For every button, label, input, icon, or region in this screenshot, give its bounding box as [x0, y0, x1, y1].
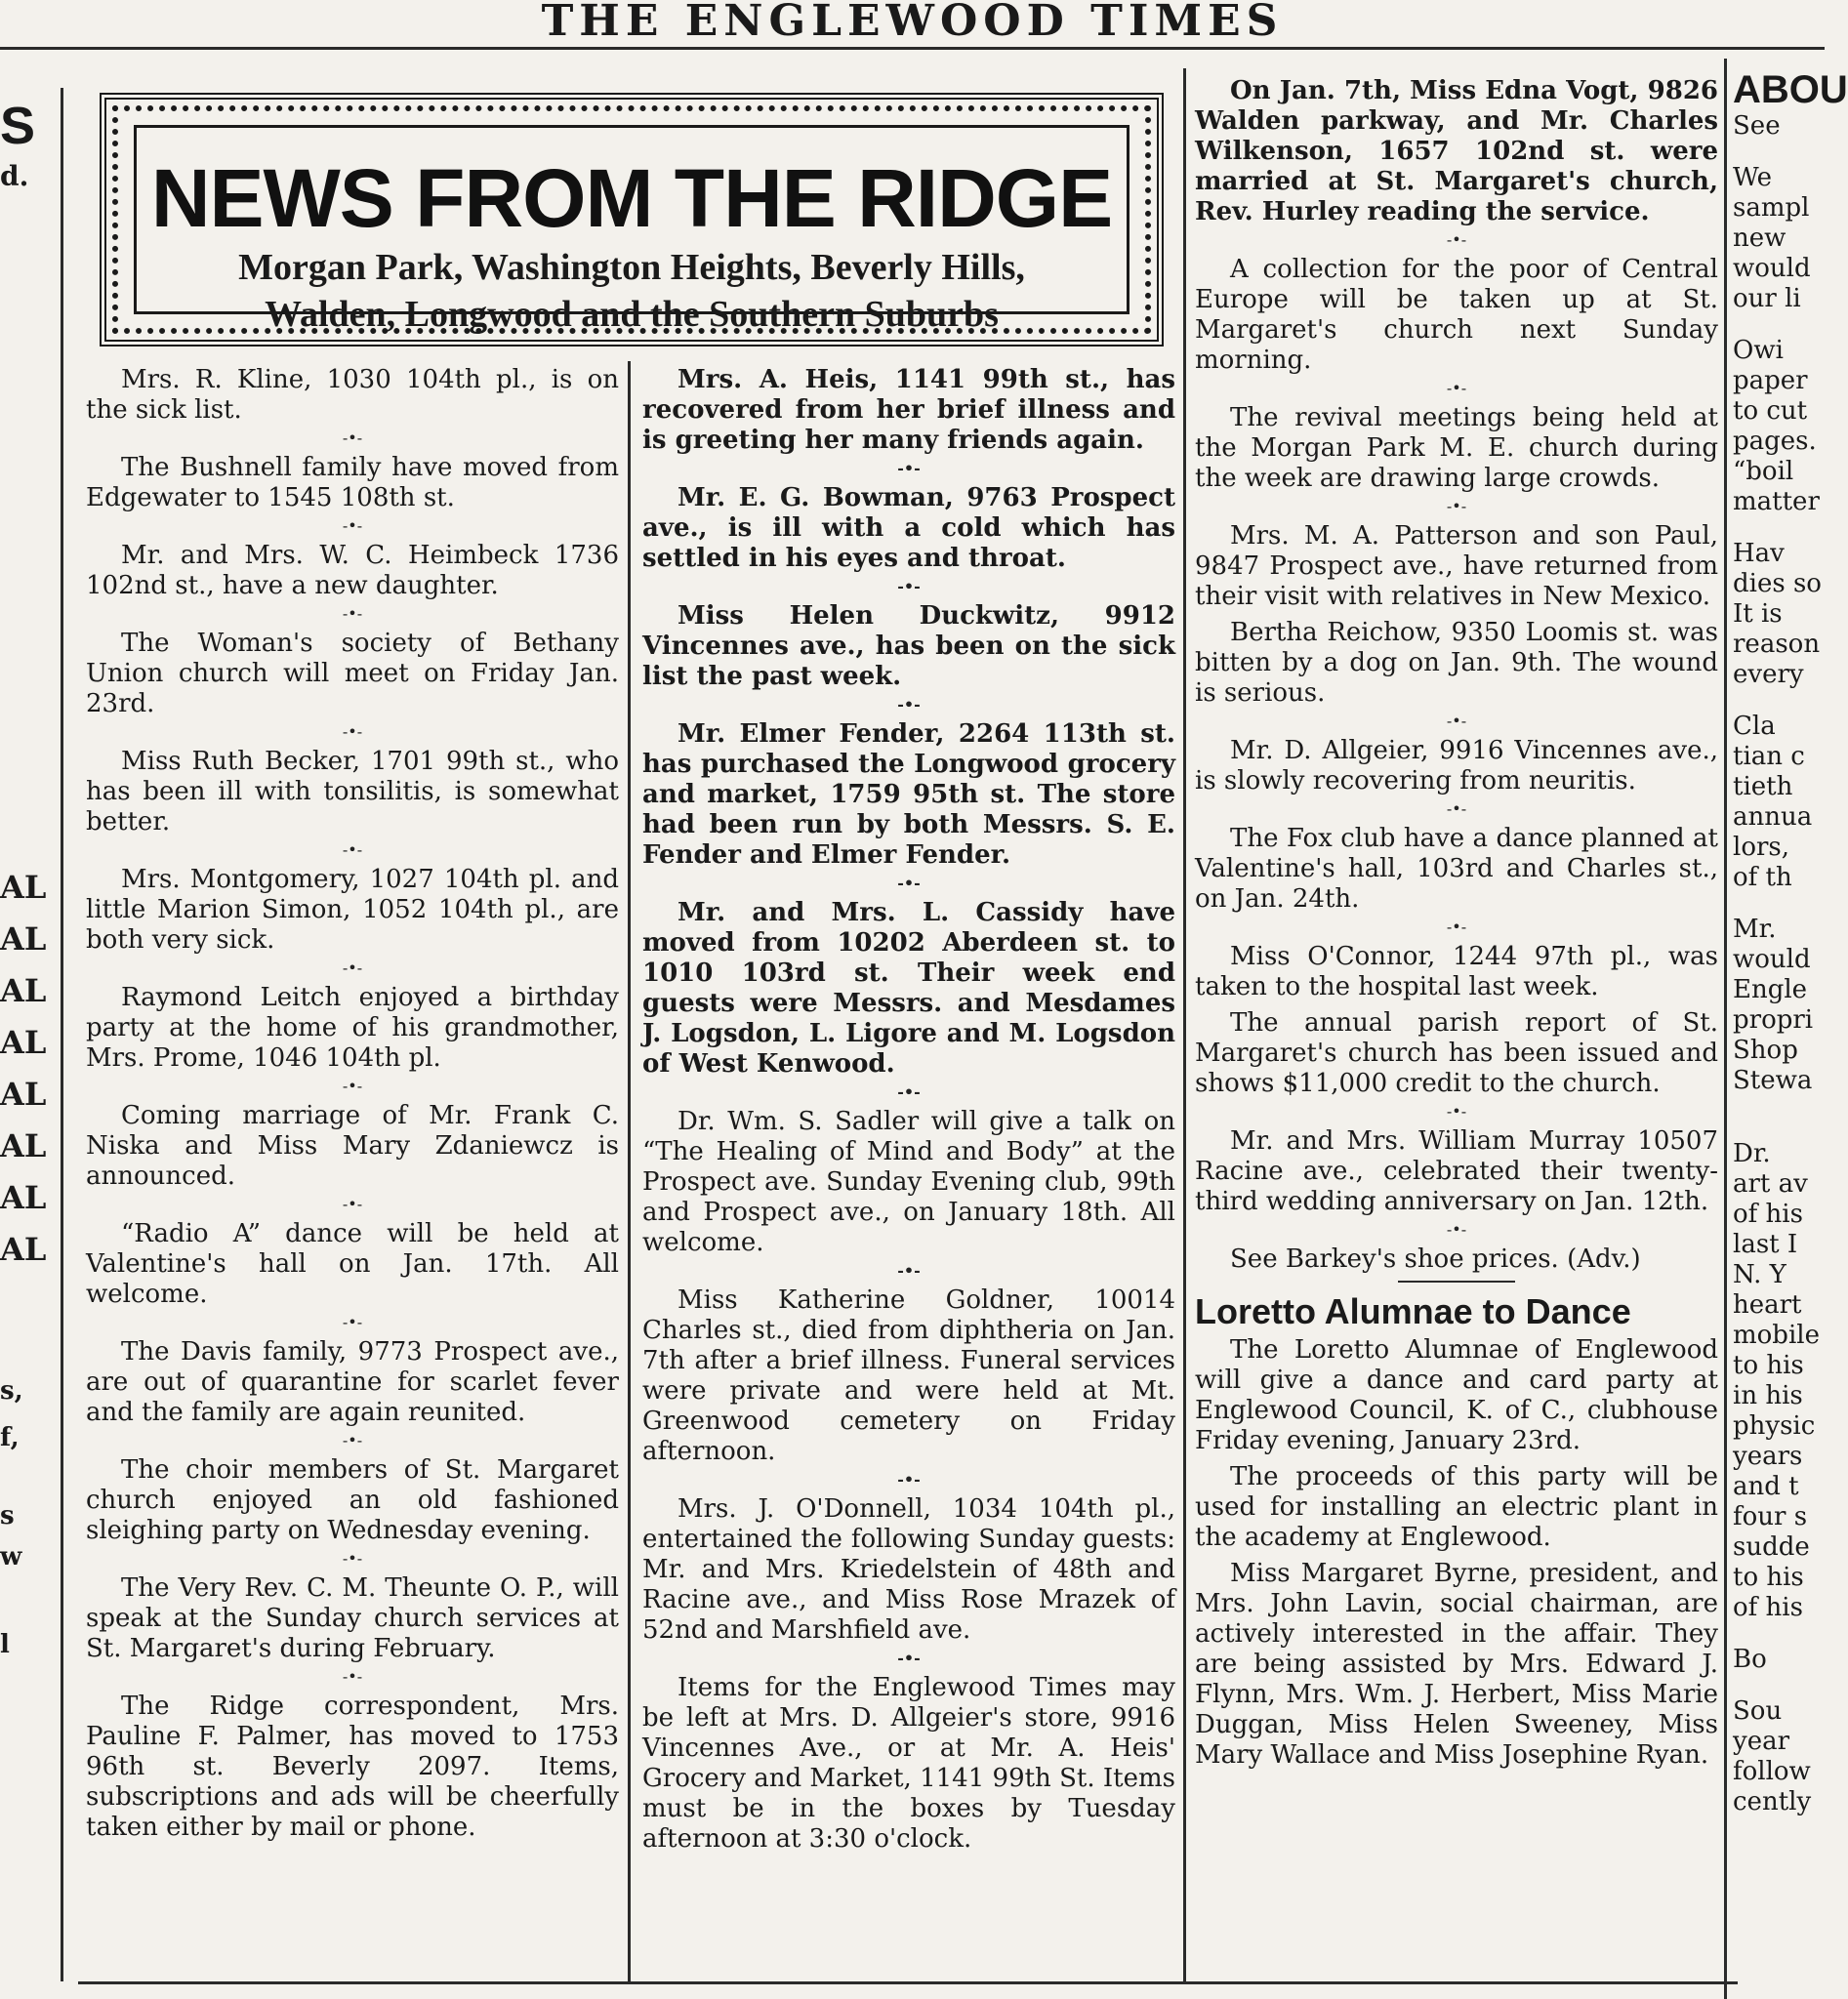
article-paragraph: Miss Margaret Byrne, president, and Mrs. John Lavin, social chairman, are actively interested in the affair. They are being assisted by Mrs. Edward J. Flynn, Mrs. Wm. J. Herbert, Miss Marie Duggan, Miss Helen Sweeney, Miss Mary Wallace and Miss Josephine Ryan. [1195, 1559, 1718, 1770]
item-separator: -•- [342, 1313, 363, 1331]
right-fragment-line: pages. [1733, 427, 1817, 456]
item-separator: -•- [342, 1195, 363, 1213]
right-fragment-line: Dr. [1733, 1139, 1771, 1168]
item-separator: -•- [342, 1431, 363, 1449]
news-item: Items for the Englewood Times may be left at Mrs. D. Allgeier's store, 9916 Vincennes Ave., or at Mr. A. Heis' Grocery and Market, 1141 99th St. Items must be in the boxes by Tuesday afternoon at 3:30 o'clock. [642, 1673, 1175, 1854]
right-fragment-line: of his [1733, 1200, 1803, 1229]
left-fragment: s, [0, 1376, 23, 1406]
right-fragment-line: N. Y [1733, 1260, 1786, 1289]
left-fragment: d. [0, 160, 29, 192]
right-fragment-line: Mr. [1733, 915, 1777, 944]
column-rule [61, 88, 63, 1981]
fragment-gap [1733, 517, 1825, 539]
banner-subtitle-line2: Walden, Longwood and the Southern Suburbs [265, 294, 999, 335]
right-fragment-line: our li [1733, 284, 1801, 313]
fragment-gap [1733, 893, 1825, 915]
fragment-gap [1733, 1623, 1825, 1645]
news-column-2 [642, 365, 1175, 1860]
right-column-heading: ABOU [1733, 68, 1848, 111]
right-fragment-line: of his [1733, 1593, 1803, 1622]
news-item: Mr. and Mrs. W. C. Heimbeck 1736 102nd st., have a new daughter. [86, 541, 619, 600]
news-item: Miss Helen Duckwitz, 9912 Vincennes ave., has been on the sick list the past week. [642, 601, 1175, 691]
left-fragment: l [0, 1630, 10, 1659]
fragment-gap [1733, 314, 1825, 336]
right-fragment-line: in his [1733, 1381, 1803, 1410]
right-fragment-line: of th [1733, 863, 1792, 892]
right-fragment-line: reason [1733, 630, 1821, 659]
news-item: On Jan. 7th, Miss Edna Vogt, 9826 Walden parkway, and Mr. Charles Wilkenson, 1657 102nd st. were married at St. Margaret's church, Rev. Hurley reading the service. [1195, 76, 1718, 226]
left-fragment: f, [0, 1423, 20, 1452]
column-rule [1724, 59, 1727, 1999]
news-item: Bertha Reichow, 9350 Loomis st. was bitten by a dog on Jan. 9th. The wound is serious. [1195, 618, 1718, 708]
right-fragment-line: physic [1733, 1411, 1816, 1441]
fragment-gap [1733, 1096, 1825, 1118]
item-separator: -•- [342, 516, 363, 535]
right-fragment-line: mobile [1733, 1321, 1820, 1350]
news-item: Raymond Leitch enjoyed a birthday party at the home of his grandmother, Mrs. Prome, 1046 104th pl. [86, 983, 619, 1073]
news-item: Mrs. R. Kline, 1030 104th pl., is on the sick list. [86, 365, 619, 425]
right-fragment-line: four s [1733, 1502, 1808, 1531]
item-separator: -•- [1446, 497, 1467, 515]
right-fragment-line: Sou [1733, 1696, 1783, 1726]
fragment-gap [1733, 1675, 1825, 1696]
item-separator: -•- [1446, 379, 1467, 397]
item-separator: -•- [897, 1082, 921, 1101]
right-fragment-line: It is [1733, 599, 1783, 629]
left-fragment: AL [0, 1179, 47, 1216]
item-separator: -•- [897, 1649, 921, 1667]
item-separator: -•- [1446, 918, 1467, 936]
left-fragment: AL [0, 1231, 47, 1268]
right-fragment-line: cently [1733, 1787, 1812, 1816]
right-fragment-line: last I [1733, 1230, 1798, 1259]
right-fragment-line: “boil [1733, 457, 1794, 486]
right-fragment-line: lors, [1733, 833, 1790, 862]
right-fragment-line: tian c [1733, 742, 1805, 771]
news-item: Miss Katherine Goldner, 10014 Charles st., died from diphtheria on Jan. 7th after a brief illness. Funeral services were private and were held at Mt. Greenwood cemetery on Friday afternoon. [642, 1285, 1175, 1466]
item-separator: -•- [897, 874, 921, 892]
news-item: Mr. D. Allgeier, 9916 Vincennes ave., is slowly recovering from neuritis. [1195, 736, 1718, 796]
news-item: Dr. Wm. S. Sadler will give a talk on “The Healing of Mind and Body” at the Prospect ave. Sunday Evening club, 99th and Prospect ave., on January 18th. All welcome. [642, 1107, 1175, 1257]
article-paragraph: The Loretto Alumnae of Englewood will give a dance and card party at Englewood Council, K. of C., clubhouse Friday evening, January 23rd. [1195, 1335, 1718, 1455]
left-fragment: S [0, 97, 36, 155]
news-item: “Radio A” dance will be held at Valentine's hall on Jan. 17th. All welcome. [86, 1219, 619, 1309]
right-fragment-line: Hav [1733, 539, 1785, 568]
right-fragment-line: Bo [1733, 1645, 1767, 1674]
right-fragment-line: year [1733, 1727, 1790, 1756]
news-item: Miss Ruth Becker, 1701 99th st., who has been ill with tonsilitis, is somewhat better. [86, 747, 619, 836]
news-item: Miss O'Connor, 1244 97th pl., was taken to the hospital last week. [1195, 942, 1718, 1001]
news-item: Mrs. J. O'Donnell, 1034 104th pl., entertained the following Sunday guests: Mr. and Mrs. Kriedelstein of 48th and Racine ave., and Miss Rose Mrazek of 52nd and Marshfield ave. [642, 1494, 1175, 1645]
section-divider [1398, 1281, 1515, 1283]
news-item: The Very Rev. C. M. Theunte O. P., will speak at the Sunday church services at St. Margaret's during February. [86, 1573, 619, 1663]
news-item: A collection for the poor of Central Europe will be taken up at St. Margaret's church next Sunday morning. [1195, 255, 1718, 375]
news-item: Coming marriage of Mr. Frank C. Niska and Miss Mary Zdaniewcz is announced. [86, 1101, 619, 1191]
right-fragment-line: tieth [1733, 772, 1793, 801]
item-separator: -•- [897, 459, 921, 477]
right-column-fragments [1733, 111, 1825, 1817]
right-fragment-line: Owi [1733, 336, 1784, 365]
right-fragment-line: sampl [1733, 193, 1810, 223]
item-separator: -•- [897, 1261, 921, 1280]
news-item: The revival meetings being held at the Morgan Park M. E. church during the week are drawing large crowds. [1195, 403, 1718, 493]
item-separator: -•- [342, 428, 363, 447]
fragment-gap [1733, 142, 1825, 163]
item-separator: -•- [1446, 1220, 1467, 1239]
right-fragment-line: every [1733, 660, 1804, 689]
left-fragment: AL [0, 1127, 47, 1164]
news-item: The Ridge correspondent, Mrs. Pauline F. Palmer, has moved to 1753 96th st. Beverly 2097. Items, subscriptions and ads will be cheerfully taken either by mail or phone. [86, 1692, 619, 1842]
right-fragment-line: Stewa [1733, 1066, 1813, 1095]
item-separator: -•- [342, 1667, 363, 1686]
item-separator: -•- [1446, 799, 1467, 818]
news-item: Mrs. Montgomery, 1027 104th pl. and little Marion Simon, 1052 104th pl., are both very sick. [86, 865, 619, 955]
left-fragment: AL [0, 972, 47, 1009]
right-fragment-line: matter [1733, 487, 1820, 516]
left-fragment: AL [0, 920, 47, 958]
news-item: Mr. and Mrs. William Murray 10507 Racine ave., celebrated their twenty-third wedding anniversary on Jan. 12th. [1195, 1126, 1718, 1216]
advertisement-note: See Barkey's shoe prices. (Adv.) [1230, 1244, 1641, 1274]
item-separator: -•- [342, 1077, 363, 1095]
fragment-gap [1733, 1118, 1825, 1139]
right-fragment-line: We [1733, 163, 1772, 192]
right-partial-column [1733, 68, 1848, 1817]
news-item: The Davis family, 9773 Prospect ave., are out of quarantine for scarlet fever and the family are again reunited. [86, 1337, 619, 1427]
news-item: The Woman's society of Bethany Union church will meet on Friday Jan. 23rd. [86, 629, 619, 718]
item-separator: -•- [1446, 230, 1467, 249]
right-fragment-line: heart [1733, 1290, 1802, 1320]
news-column-1 [86, 365, 619, 1849]
right-fragment-line: propri [1733, 1005, 1814, 1035]
item-separator: -•- [342, 1549, 363, 1568]
banner-title: NEWS FROM THE RIDGE [150, 152, 1113, 244]
news-item: Mr. and Mrs. L. Cassidy have moved from 10202 Aberdeen st. to 1010 103rd st. Their week end guests were Messrs. and Mesdames J. Logsdon, L. Ligore and M. Logsdon of West Kenwood. [642, 898, 1175, 1079]
section-banner [100, 93, 1164, 347]
right-fragment-line: and t [1733, 1472, 1799, 1501]
right-fragment-line: paper [1733, 366, 1808, 395]
news-item: Mr. E. G. Bowman, 9763 Prospect ave., is ill with a cold which has settled in his eyes and throat. [642, 483, 1175, 573]
right-fragment-line: sudde [1733, 1532, 1810, 1562]
item-separator: -•- [342, 604, 363, 623]
right-fragment-line: to his [1733, 1563, 1804, 1592]
top-rule [0, 47, 1825, 50]
right-fragment-line: new [1733, 224, 1786, 253]
right-fragment-line: years [1733, 1442, 1803, 1471]
right-fragment-line: art av [1733, 1169, 1808, 1199]
column-rule [1183, 68, 1186, 1981]
item-separator: -•- [1446, 712, 1467, 730]
right-fragment-line: annua [1733, 802, 1813, 832]
item-separator: -•- [1446, 1102, 1467, 1121]
fragment-gap [1733, 690, 1825, 712]
right-fragment-line: Shop [1733, 1036, 1798, 1065]
news-item: The Bushnell family have moved from Edgewater to 1545 108th st. [86, 453, 619, 512]
item-separator: -•- [342, 840, 363, 859]
news-item: The choir members of St. Margaret church enjoyed an old fashioned sleighing party on Wednesday evening. [86, 1455, 619, 1545]
news-column-3 [1195, 76, 1718, 1776]
right-fragment-line: See [1733, 111, 1781, 141]
right-fragment-line: to cut [1733, 396, 1808, 426]
news-item: The annual parish report of St. Margaret's church has been issued and shows $11,000 credit to the church. [1195, 1008, 1718, 1098]
item-separator: -•- [897, 577, 921, 595]
masthead: THE ENGLEWOOD TIMES [541, 0, 1284, 46]
banner-subtitle-line1: Morgan Park, Washington Heights, Beverly Hills, [238, 247, 1025, 288]
news-item: Mr. Elmer Fender, 2264 113th st. has purchased the Longwood grocery and market, 1759 95th st. The store had been run by both Messrs. S. E. Fender and Elmer Fender. [642, 719, 1175, 870]
right-fragment-line: would [1733, 945, 1811, 974]
banner-inner-frame [134, 125, 1129, 335]
right-fragment-line: to his [1733, 1351, 1804, 1380]
left-fragment: AL [0, 869, 47, 906]
article-headline: Loretto Alumnae to Dance [1195, 1291, 1631, 1331]
item-separator: -•- [342, 959, 363, 977]
item-separator: -•- [897, 695, 921, 714]
right-fragment-line: dies so [1733, 569, 1822, 598]
article-paragraph: The proceeds of this party will be used for installing an electric plant in the academy at Englewood. [1195, 1462, 1718, 1552]
news-item: Mrs. A. Heis, 1141 99th st., has recovered from her brief illness and is greeting her many friends again. [642, 365, 1175, 455]
item-separator: -•- [342, 722, 363, 741]
right-fragment-line: Engle [1733, 975, 1808, 1004]
item-separator: -•- [897, 1470, 921, 1489]
right-fragment-line: would [1733, 254, 1811, 283]
column-rule [628, 361, 631, 1981]
news-item: The Fox club have a dance planned at Valentine's hall, 103rd and Charles st., on Jan. 24th. [1195, 824, 1718, 914]
bottom-rule [78, 1981, 1738, 1984]
news-item: Mrs. M. A. Patterson and son Paul, 9847 Prospect ave., have returned from their visit with relatives in New Mexico. [1195, 521, 1718, 611]
left-fragment: s [0, 1501, 15, 1530]
left-fragment: AL [0, 1076, 47, 1113]
right-fragment-line: follow [1733, 1757, 1811, 1786]
left-fragment: w [0, 1542, 22, 1571]
left-fragment: AL [0, 1024, 47, 1061]
right-fragment-line: Cla [1733, 712, 1776, 741]
